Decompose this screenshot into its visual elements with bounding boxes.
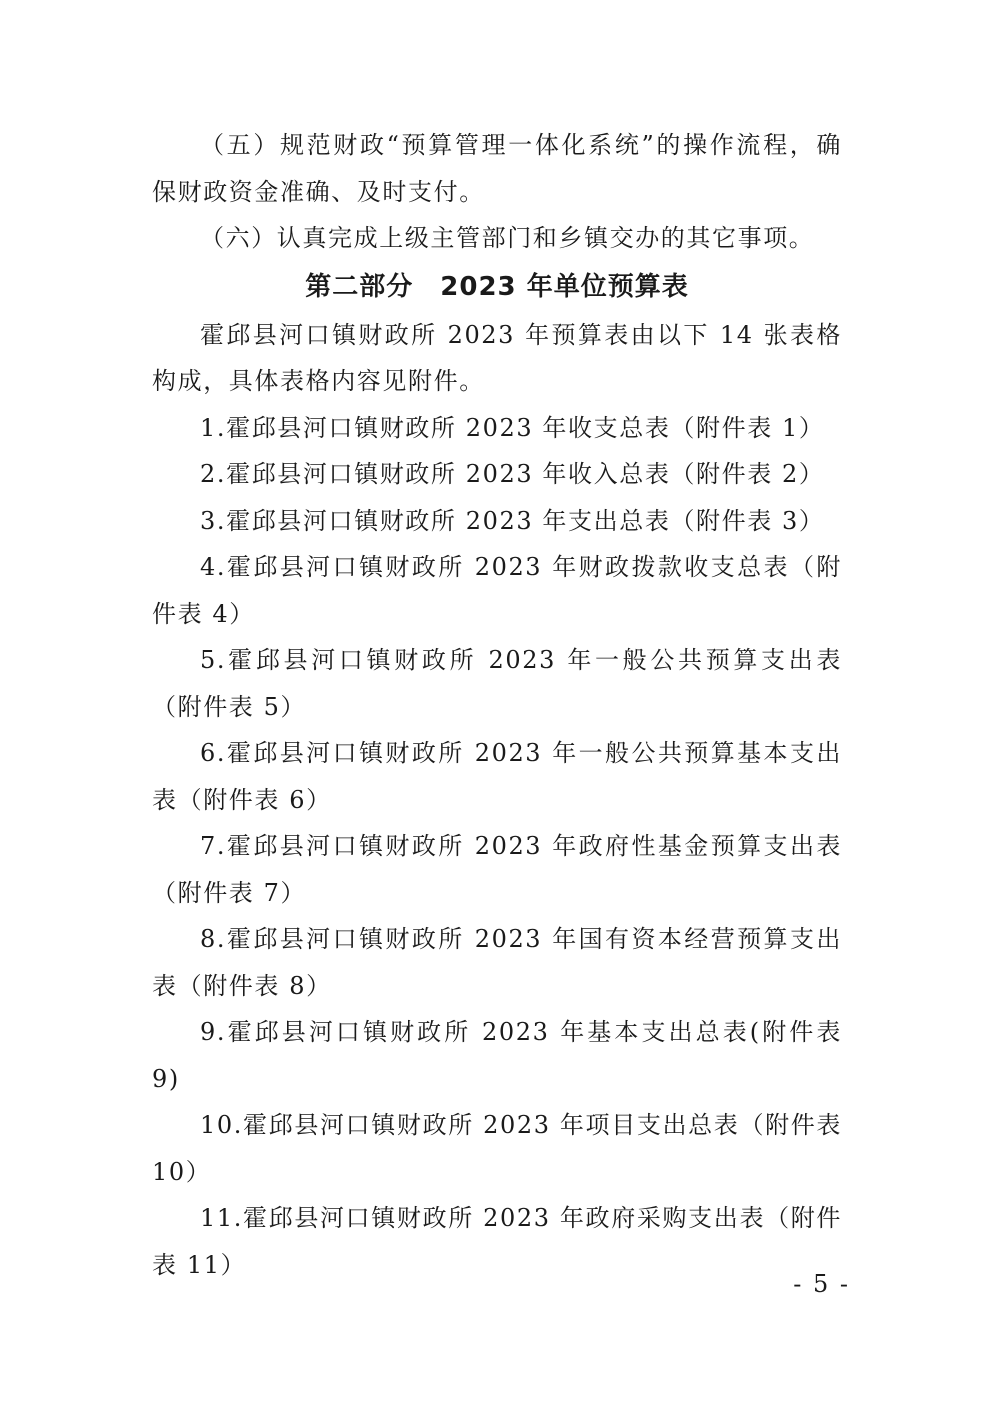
- list-item: 3.霍邱县河口镇财政所 2023 年支出总表（附件表 3）: [200, 506, 825, 535]
- section-heading: 第二部分 2023 年单位预算表: [305, 271, 689, 302]
- paragraph-item-5: （五）规范财政“预算管理一体化系统”的操作流程，确保财政资金准确、及时支付。: [152, 131, 842, 206]
- list-item: 8.霍邱县河口镇财政所 2023 年国有资本经营预算支出表（附件表 8）: [152, 925, 842, 1000]
- page-number: - 5 -: [793, 1270, 850, 1298]
- list-item: 2.霍邱县河口镇财政所 2023 年收入总表（附件表 2）: [200, 460, 825, 488]
- paragraph-item-6: （六）认真完成上级主管部门和乡镇交办的其它事项。: [200, 224, 815, 252]
- list-item: 7.霍邱县河口镇财政所 2023 年政府性基金预算支出表（附件表 7）: [152, 832, 842, 907]
- list-item: 5.霍邱县河口镇财政所 2023 年一般公共预算支出表（附件表 5）: [152, 646, 842, 721]
- list-item: 6.霍邱县河口镇财政所 2023 年一般公共预算基本支出表（附件表 6）: [152, 739, 842, 814]
- list-item: 9.霍邱县河口镇财政所 2023 年基本支出总表(附件表 9): [152, 1018, 842, 1093]
- document-body: [152, 122, 842, 1288]
- intro-paragraph: 霍邱县河口镇财政所 2023 年预算表由以下 14 张表格构成，具体表格内容见附件。: [152, 320, 842, 395]
- list-item: 11.霍邱县河口镇财政所 2023 年政府采购支出表（附件表 11）: [152, 1204, 842, 1279]
- list-item: 1.霍邱县河口镇财政所 2023 年收支总表（附件表 1）: [200, 413, 825, 442]
- list-item: 4.霍邱县河口镇财政所 2023 年财政拨款收支总表（附件表 4）: [152, 553, 842, 628]
- list-item: 10.霍邱县河口镇财政所 2023 年项目支出总表（附件表 10）: [152, 1111, 842, 1186]
